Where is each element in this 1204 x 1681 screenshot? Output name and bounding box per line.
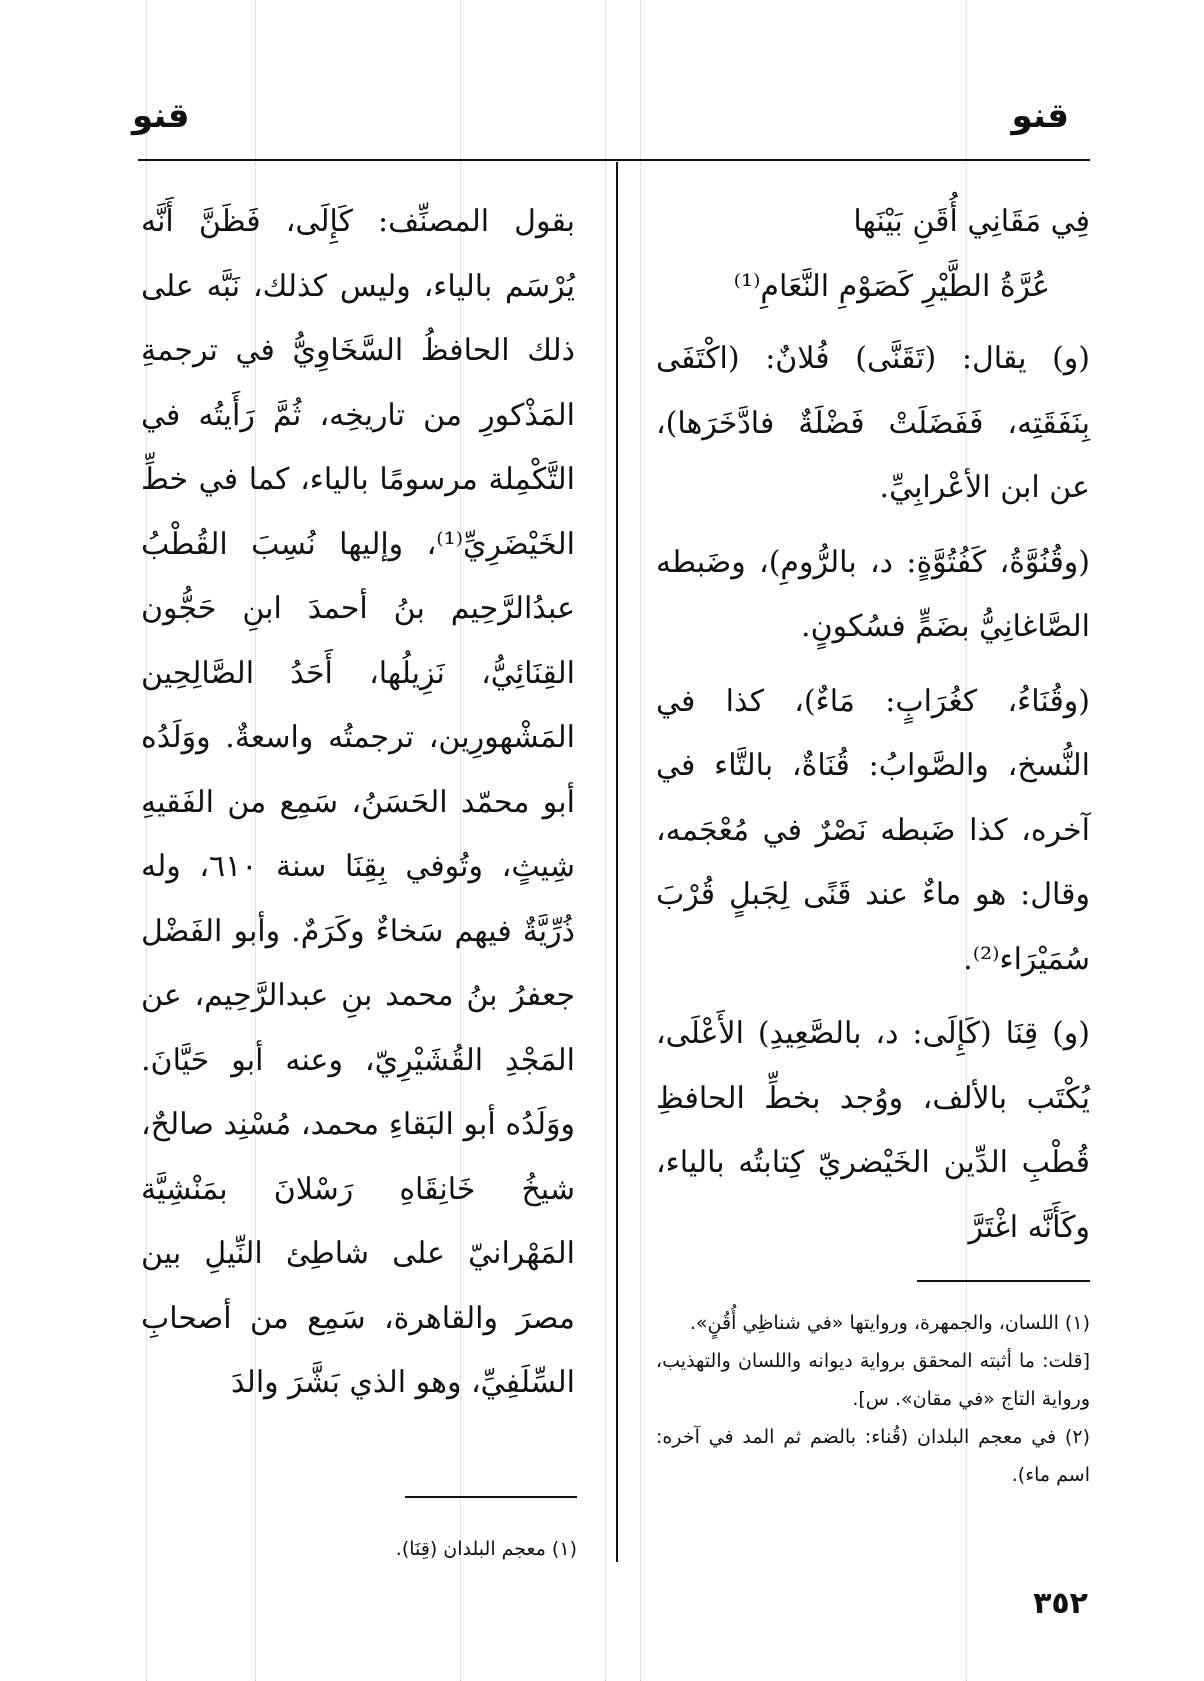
footnotes-right — [656, 1304, 1090, 1494]
footnote-rule — [917, 1280, 1090, 1282]
paragraph: بقول المصنِّف: كَإِلَى، فَظَنَّ أَنَّه يُرْسَم بالياء، وليس كذلك، نَبَّه على ذلك الحافظُ السَّخَاوِيُّ في ترجمةِ المَذْكورِ من تاريخِه، ثُمَّ رَأَيتُه في التَّكْمِلة مرسومًا بالياء، كما في خطِّ الخَيْضَرِيِّ⁽¹⁾، وإليها نُسِبَ القُطْبُ عبدُالرَّحِيم بنُ أحمدَ ابنِ حَجُّون القِنَائِيُّ، نَزِيلُها، أَحَدُ الصَّالِحِين المَشْهورِين، ترجمتُه واسعةٌ. ووَلَدُه أبو محمّد الحَسَنُ، سَمِع من الفَقيهِ شِيثٍ، وتُوفي بِقِنَا سنة ٦١٠، وله ذُرِّيَّةٌ فيهم سَخاءٌ وكَرَمٌ. وأبو الفَضْل جعفرُ بنُ محمد بنِ عبدالرَّحِيم، عن المَجْدِ القُشَيْرِيّ، وعنه أبو حَيَّانَ. ووَلَدُه أبو البَقاءِ محمد، مُسْنِد صالحٌ، شيخُ خَانِقَاهِ رَسْلانَ بمَنْشِيَّة المَهْرانيّ على شاطِئ النِّيلِ بين مصرَ والقاهرة، سَمِع من أصحابِ السِّلَفِيِّ، وهو الذي بَشَّرَ والدَ — [141, 204, 575, 1400]
running-header-right: قنو — [1011, 96, 1069, 136]
dotted-guide-line — [605, 0, 606, 1681]
footnotes-left — [345, 1530, 577, 1568]
column-divider — [616, 162, 618, 1562]
poem-line-2: عُرَّةُ الطَّيْرِ كَصَوْمِ النَّعَامِ⁽¹⁾ — [733, 268, 1050, 304]
header-rule — [138, 159, 1090, 161]
page-number: ٣٥٢ — [1033, 1586, 1088, 1621]
poem-verse — [656, 190, 1090, 327]
footnote-rule — [405, 1496, 577, 1498]
footnote: (١) معجم البلدان (قِنَا). — [395, 1538, 577, 1560]
left-column — [141, 190, 575, 1416]
paragraph: (وقُنَاءُ، كغُرَابٍ: مَاءٌ)، كذا في النُّسخ، والصَّوابُ: قُنَاةٌ، بالتَّاء في آخره، كذا ضَبطه نَصْرٌ في مُعْجَمه، وقال: هو ماءٌ عند قَنًى لِجَبلٍ قُرْبَ سُمَيْرَاء⁽²⁾. — [656, 683, 1090, 977]
running-header-left: قنو — [132, 96, 190, 136]
paragraph: (وقُنُوَّةُ، كَفُتُوَّةٍ: د، بالرُّومِ)، وضَبطه الصَّاغانِيُّ بضَمٍّ فسُكونٍ. — [656, 544, 1090, 644]
paragraph: (و) قِنَا (كَإِلَى: د، بالصَّعِيدِ) الأَعْلَى، يُكْتَب بالألف، ووُجد بخطِّ الحافظِ قُطْبِ الدِّين الخَيْضريّ كِتابتُه بالياء، وكَأَنَّه اغْتَرَّ — [656, 1016, 1090, 1245]
paragraph: (و) يقال: (تَقَنَّى) فُلانٌ: (اكْتَفَى بِنَفَقَتِه، فَفَضَلَتْ فَضْلَةٌ فادَّخَرَها)، عن ابن الأعْرابِيِّ. — [656, 341, 1090, 505]
dotted-guide-line — [640, 0, 641, 1681]
right-column — [656, 190, 1090, 1260]
footnote: (١) اللسان، والجمهرة، وروايتها «في شناظِي أُقُنٍ». — [689, 1312, 1090, 1334]
footnote: (٢) في معجم البلدان (قُناء: بالضم ثم المد في آخره: اسم ماء). — [656, 1426, 1090, 1486]
footnote: [قلت: ما أثبته المحقق برواية ديوانه واللسان والتهذيب، ورواية التاج «في مقان». س]. — [656, 1350, 1090, 1410]
poem-line-1: فِي مَقَانِي أُقَنِ بَيْنَها — [853, 204, 1090, 239]
